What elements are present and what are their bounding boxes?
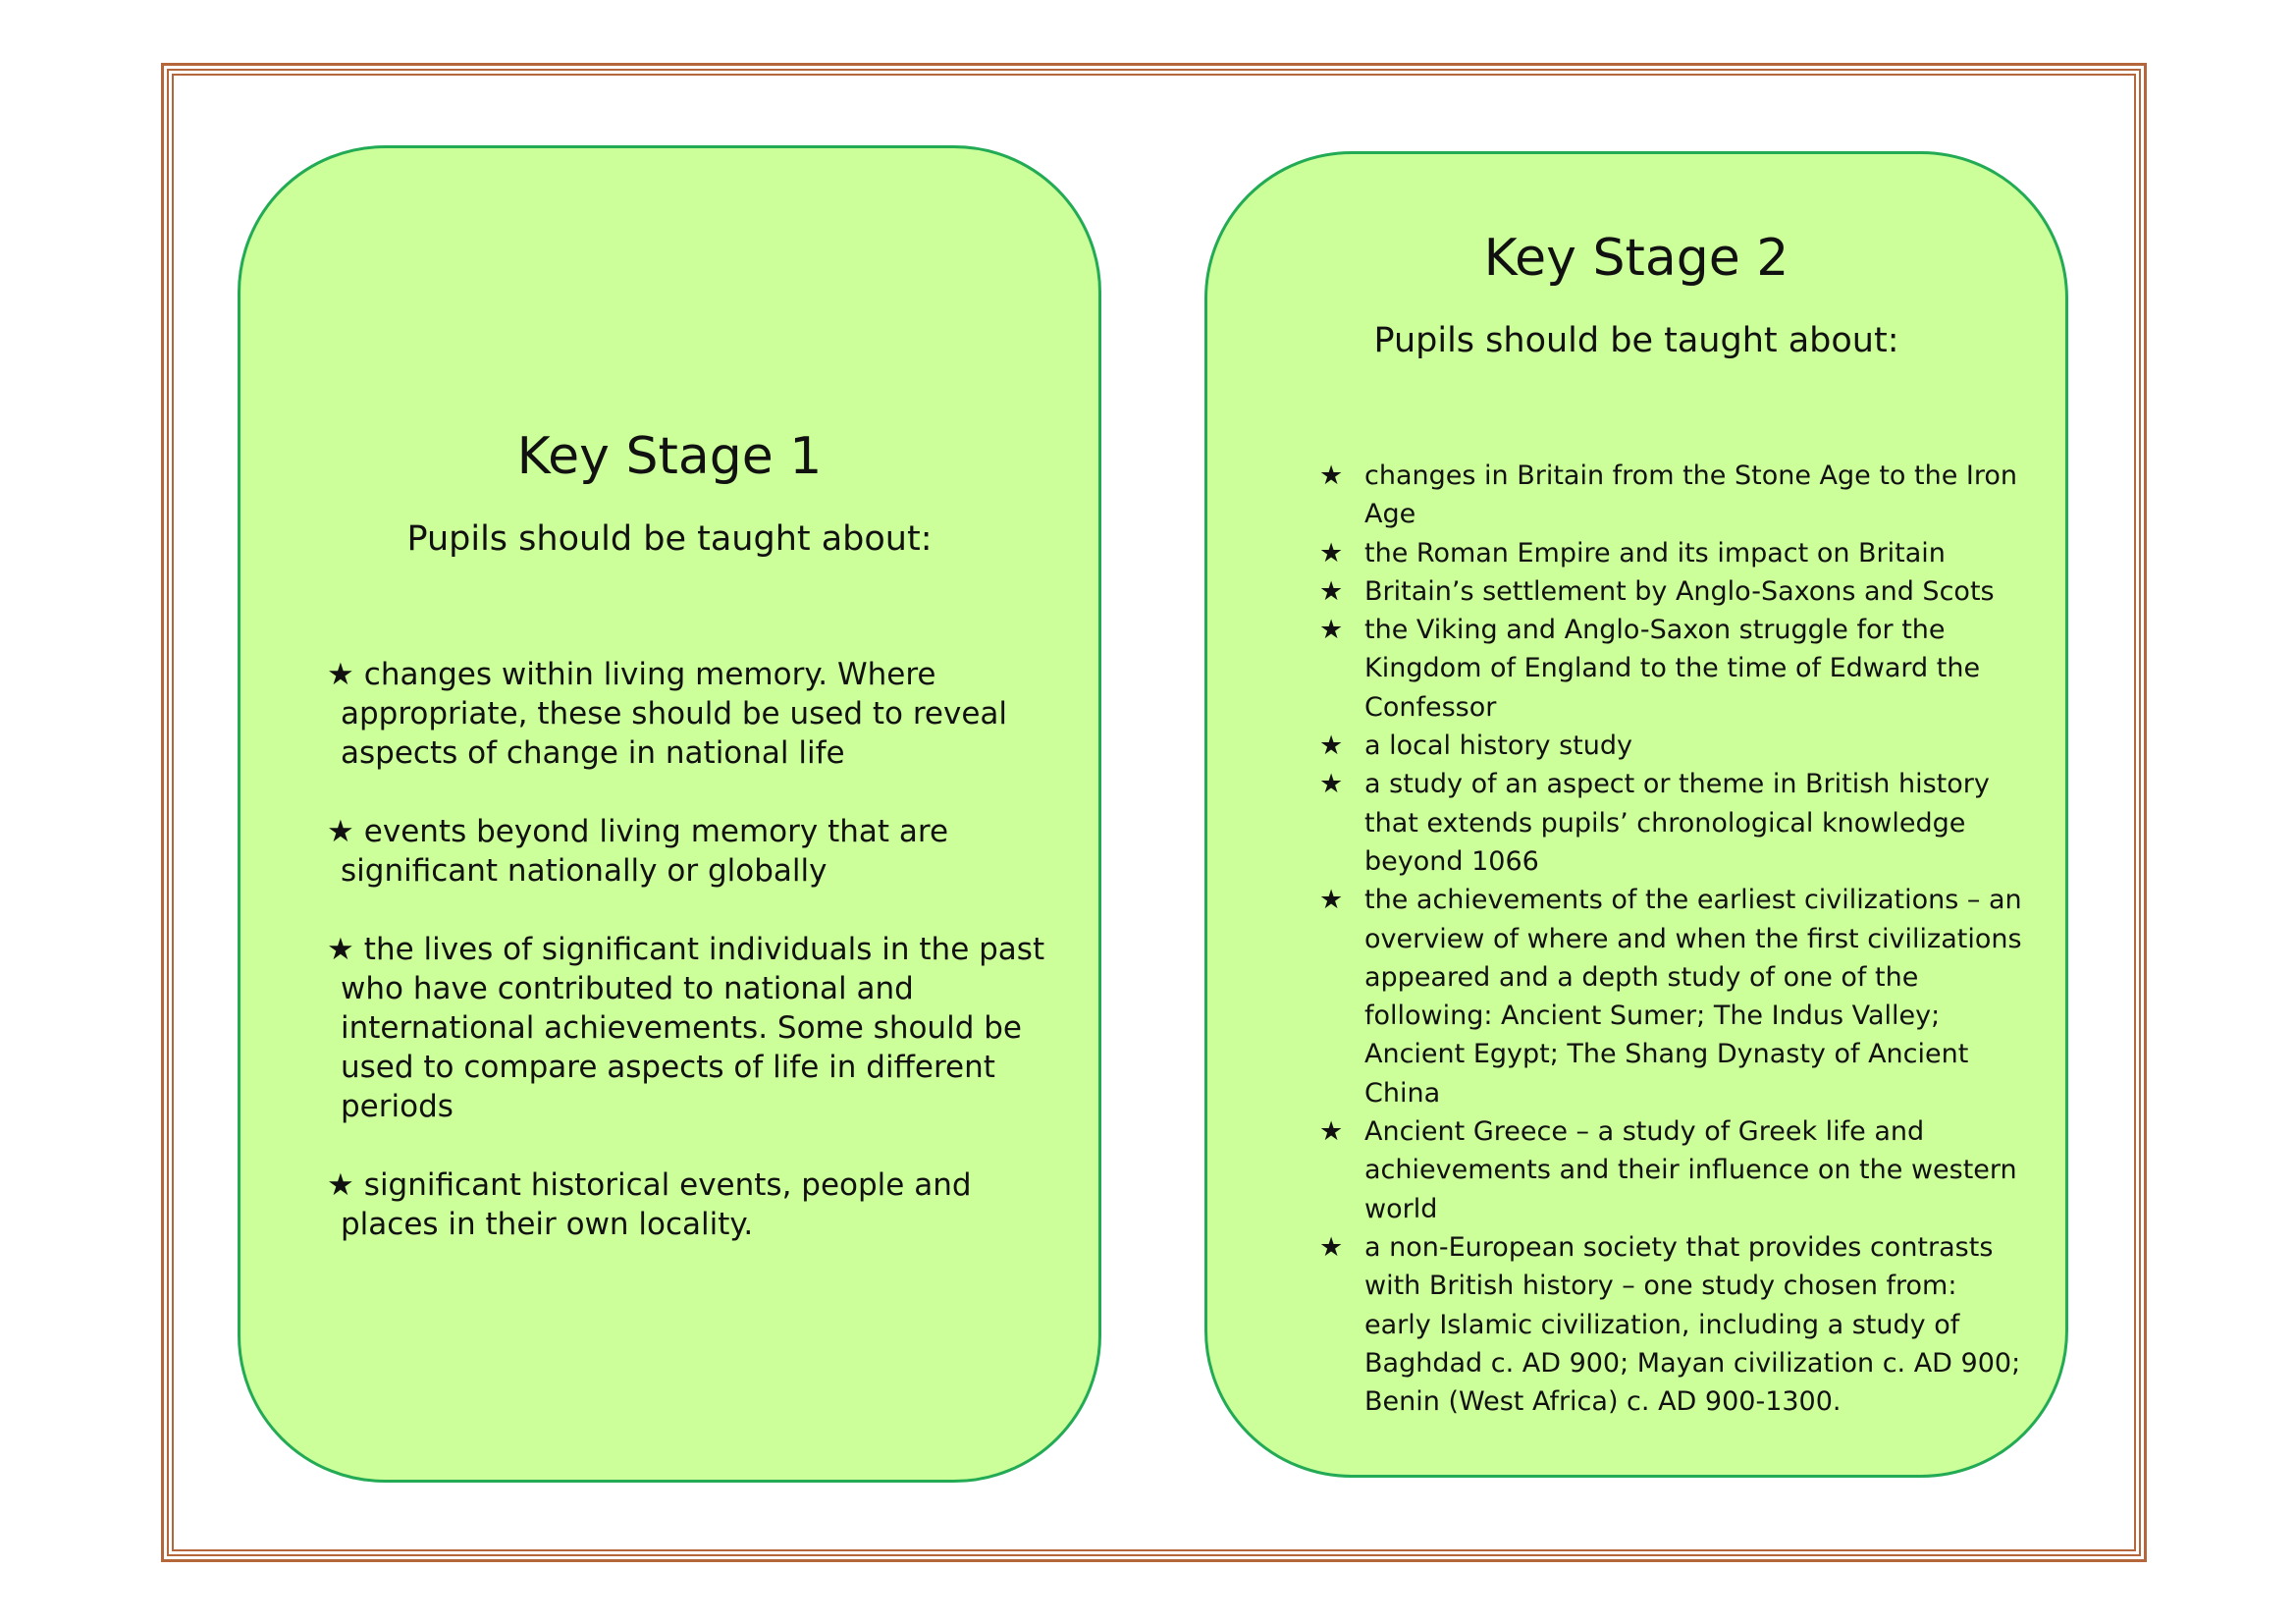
- star-bullet-icon: ★: [1319, 537, 1344, 568]
- list-item: ★ changes in Britain from the Stone Age to the Iron Age: [1319, 457, 2026, 534]
- list-item: ★ the lives of significant individuals in the past who have contributed to national and international achievements. Some should be used to compare aspects of life in different periods: [327, 932, 1045, 1124]
- star-bullet-icon: ★: [327, 1167, 354, 1203]
- list-item: ★ Britain’s settlement by Anglo-Saxons and Scots: [1319, 572, 2026, 611]
- list-item: ★ a study of an aspect or theme in British history that extends pupils’ chronological knowledge beyond 1066: [1319, 765, 2026, 881]
- key-stage-1-title: Key Stage 1: [516, 427, 823, 486]
- star-bullet-icon: ★: [1319, 1116, 1344, 1148]
- list-item: ★ Ancient Greece – a study of Greek life and achievements and their influence on the western world: [1319, 1112, 2026, 1228]
- star-bullet-icon: ★: [1319, 885, 1344, 916]
- key-stage-2-card: [1204, 151, 2068, 1478]
- key-stage-1-subtitle: Pupils should be taught about:: [406, 519, 933, 559]
- star-bullet-icon: ★: [1319, 615, 1344, 646]
- list-item: ★ significant historical events, people and places in their own locality.: [327, 1167, 972, 1242]
- key-stage-2-subtitle: Pupils should be taught about:: [1373, 321, 1899, 360]
- star-bullet-icon: ★: [1319, 731, 1344, 762]
- star-bullet-icon: ★: [327, 932, 354, 967]
- list-item: ★ a local history study: [1319, 727, 2026, 765]
- list-item: ★ the achievements of the earliest civilizations – an overview of where and when the first civilizations appeared and a depth study of one of the following: Ancient Sumer; The Indus Valley; Ancient Egypt; The Shang Dynasty of Ancient China: [1319, 881, 2026, 1112]
- star-bullet-icon: ★: [1319, 575, 1344, 607]
- star-bullet-icon: ★: [1319, 1231, 1344, 1263]
- list-item: ★ a non-European society that provides contrasts with British history – one study chosen from: early Islamic civilization, including a study of Baghdad c. AD 900; Mayan civilization c. AD 900; Benin (West Africa) c. AD 900-1300.: [1319, 1228, 2026, 1421]
- key-stage-1-list: [327, 655, 1073, 1283]
- star-bullet-icon: ★: [327, 657, 354, 692]
- star-bullet-icon: ★: [1319, 460, 1344, 491]
- star-bullet-icon: ★: [327, 814, 354, 849]
- list-item: ★ events beyond living memory that are significant nationally or globally: [327, 814, 949, 889]
- list-item: ★ the Viking and Anglo-Saxon struggle for the Kingdom of England to the time of Edward the Confessor: [1319, 611, 2026, 727]
- list-item: ★ the Roman Empire and its impact on Britain: [1319, 534, 2026, 572]
- key-stage-2-title: Key Stage 2: [1483, 229, 1789, 288]
- key-stage-1-card: [238, 145, 1101, 1483]
- key-stage-2-list: [1319, 457, 2026, 1421]
- star-bullet-icon: ★: [1319, 769, 1344, 800]
- list-item: ★ changes within living memory. Where appropriate, these should be used to reveal aspects of change in national life: [327, 657, 1008, 771]
